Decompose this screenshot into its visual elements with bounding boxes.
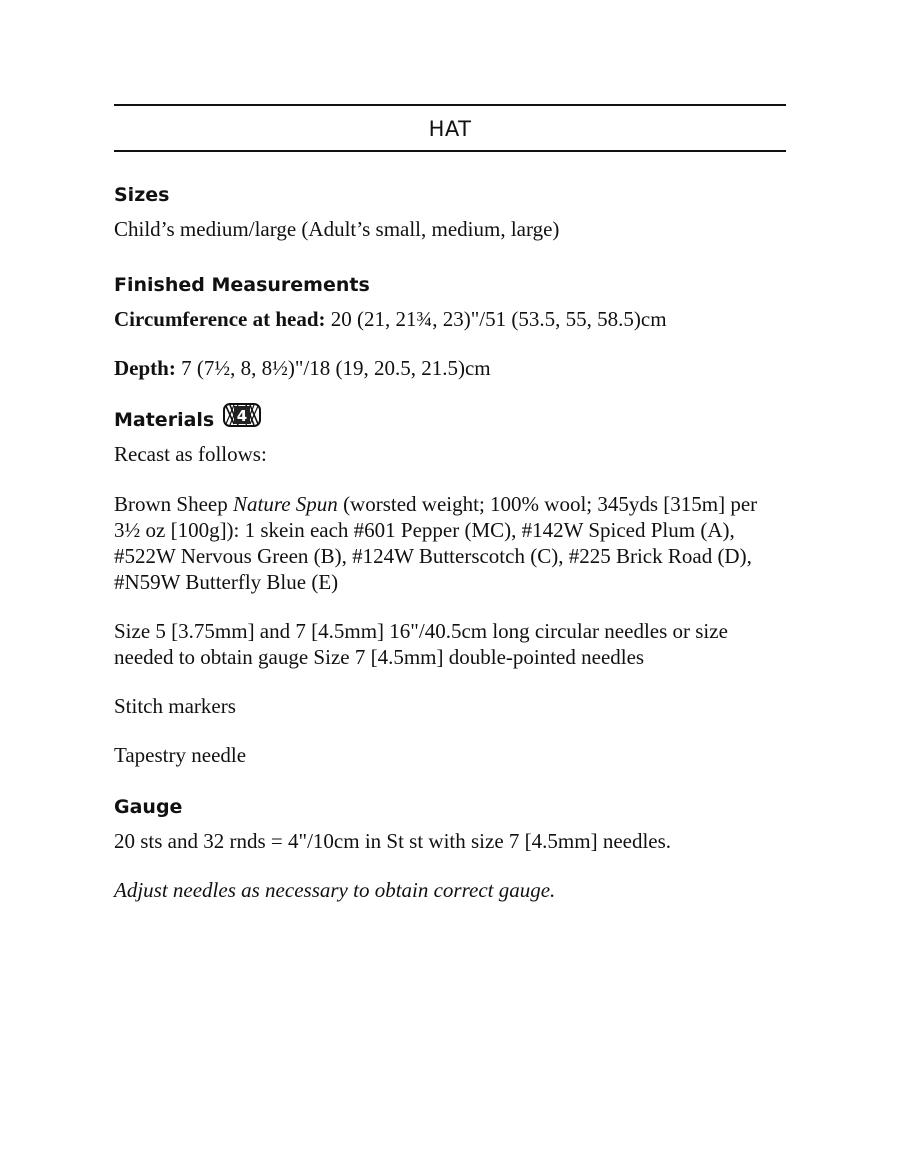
- circumference-line: [114, 306, 786, 332]
- finished-measurements-heading: Finished Measurements: [114, 274, 370, 296]
- yarn-details: (worsted weight; 100% wool; 345yds [315m] per 3½ oz [100g]): 1 skein each #601 Pepper (MC), #142W Spiced Plum (A), #522W Nervous Green (B), #124W Butterscotch (C), #225 Brick Road (D), #N59W Butterfly Blue (E): [114, 492, 758, 594]
- materials-intro: Recast as follows:: [114, 442, 267, 466]
- yarn-skein-icon: [220, 400, 264, 430]
- section-title: HAT: [428, 117, 472, 141]
- yarn-name: Nature Spun: [233, 492, 338, 516]
- circumference-label: Circumference at head:: [114, 307, 326, 331]
- pattern-page: [114, 104, 786, 903]
- sizes-text: Child’s medium/large (Adult’s small, medium, large): [114, 217, 560, 241]
- depth-value: 7 (7½, 8, 8½)"/18 (19, 20.5, 21.5)cm: [175, 356, 491, 380]
- gauge-note: [114, 877, 786, 903]
- yarn-weight-icon: [220, 400, 264, 441]
- stitch-markers-text: Stitch markers: [114, 694, 236, 718]
- materials-heading-label: Materials: [114, 409, 215, 431]
- needles-text: Size 5 [3.75mm] and 7 [4.5mm] 16"/40.5cm long circular needles or size needed to obtain gauge Size 7 [4.5mm] double-pointed needles: [114, 619, 728, 669]
- sizes-heading: Sizes: [114, 184, 170, 206]
- gauge-note-text: Adjust needles as necessary to obtain correct gauge.: [114, 878, 556, 902]
- circumference-value: 20 (21, 21¾, 23)"/51 (53.5, 55, 58.5)cm: [325, 307, 667, 331]
- depth-line: [114, 355, 786, 381]
- depth-label: Depth:: [114, 356, 176, 380]
- tapestry-needle-text: Tapestry needle: [114, 743, 247, 767]
- gauge-text: 20 sts and 32 rnds = 4"/10cm in St st with size 7 [4.5mm] needles.: [114, 829, 672, 853]
- yarn-brand: Brown Sheep: [114, 492, 233, 516]
- materials-heading: [114, 403, 786, 437]
- yarn-description: [114, 491, 786, 595]
- yarn-weight-number: 4: [237, 406, 248, 425]
- gauge-heading: Gauge: [114, 796, 183, 818]
